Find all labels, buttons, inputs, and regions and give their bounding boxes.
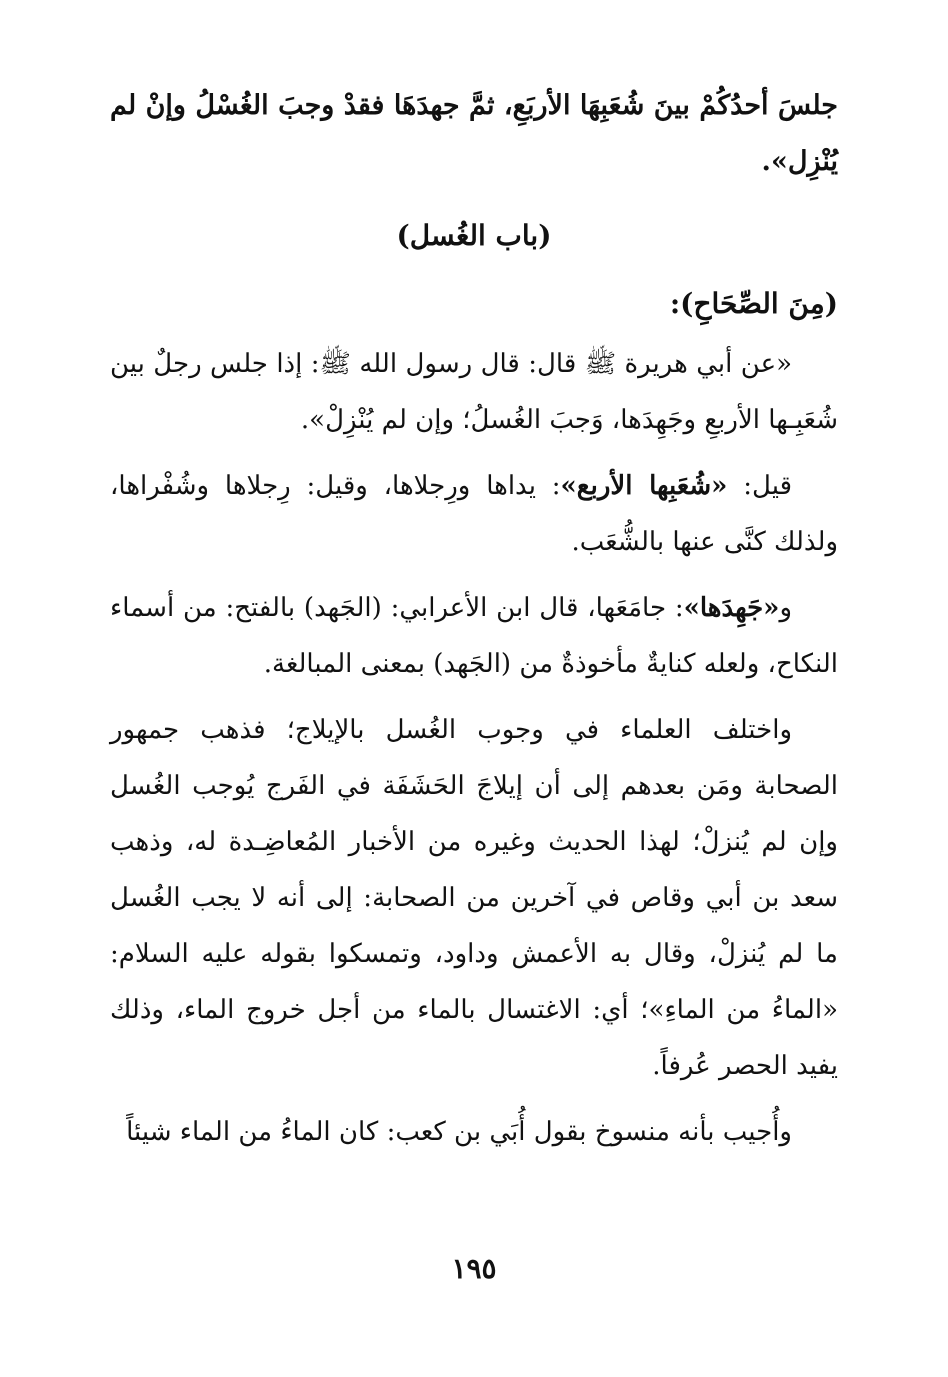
- note-2-prefix: و: [779, 593, 792, 623]
- note-paragraph-1: [110, 458, 838, 570]
- page-number: ١٩٥: [451, 1252, 497, 1285]
- body-paragraph-3: واختلف العلماء في وجوب الغُسل بالإيلاج؛ فذهب جمهور الصحابة ومَن بعدهم إلى أن إيلاجَ الحَشَفَة في الفَرج يُوجب الغُسل وإن لم يُنزلْ؛ لهذا الحديث وغيره من الأخبار المُعاضِـدة له، وذهب سعد بن أبي وقاص في آخرين من الصحابة: إلى أنه لا يجب الغُسل ما لم يُنزلْ، وقال به الأعمش وداود، وتمسكوا بقوله عليه السلام: «الماءُ من الماءِ»؛ أي: الاغتسال بالماء من أجل خروج الماء، وذلك يفيد الحصر عُرفاً.: [110, 715, 838, 1081]
- continuation-text: جلسَ أحدُكُمْ بينَ شُعَبِهَا الأربَعِ، ثمَّ جهدَهَا فقدْ وجبَ الغُسْلُ وإنْ لم يُنْزِل».: [110, 90, 838, 177]
- note-paragraph-2: [110, 580, 838, 692]
- section-title: (مِنَ الصِّحَاحِ):: [669, 287, 838, 320]
- note-1-term: «شُعَبِها الأربع»: [560, 471, 728, 501]
- note-1-rest: : يداها ورِجلاها، وقيل: رِجلاها وشُفْراها، ولذلك كنَّى عنها بالشُّعَب.: [110, 471, 838, 557]
- hadith-text: «عن أبي هريرة ﷺ قال: قال رسول الله ﷺ: إذا جلس رجلٌ بين شُعَبِـها الأربعِ وجَهِدَها، وَجبَ الغُسلُ؛ وإن لم يُنْزِلْ».: [110, 349, 838, 435]
- chapter-title: (باب الغُسل): [396, 219, 552, 252]
- document-page: [110, 78, 838, 1170]
- note-2-rest: : جامَعَها، قال ابن الأعرابي: (الجَهد) بالفتح: من أسماء النكاح، ولعله كنايةٌ مأخوذةٌ من (الجَهد) بمعنى المبالغة.: [110, 593, 838, 679]
- body-paragraph-4: وأُجيب بأنه منسوخ بقول أُبَي بن كعب: كان الماءُ من الماء شيئاً: [126, 1117, 792, 1147]
- note-2-term: «جَهِدَها»: [683, 593, 780, 623]
- note-1-prefix: قيل:: [727, 471, 792, 501]
